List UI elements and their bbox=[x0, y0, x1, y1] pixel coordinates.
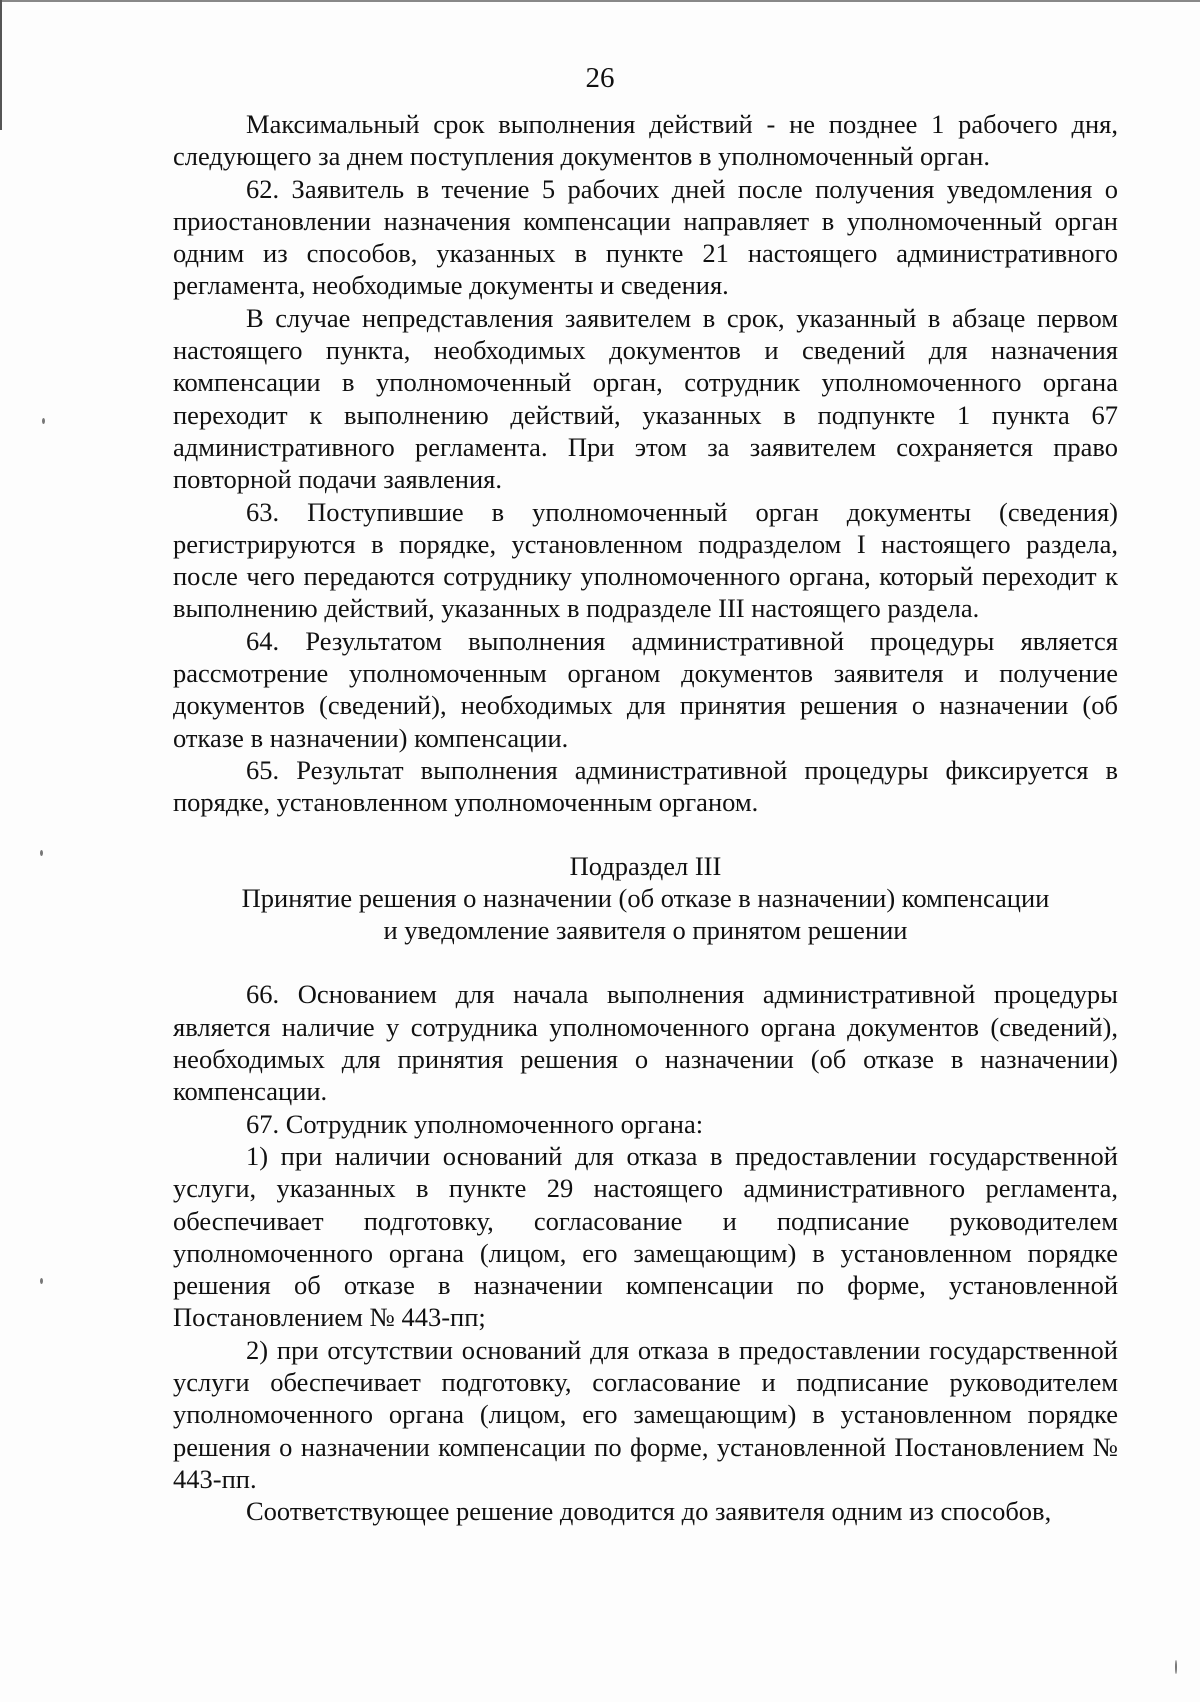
paragraph-67-item-1: 1) при наличии оснований для отказа в предоставлении государственной услуги, указанных в пункте 29 настоящего административного регламента, обеспечивает подготовку, согласование и подписание руководителем уполномоченного органа (лицом, его замещающим) в установленном порядке решения об отказе в назначении компенсации по форме, установленной Постановлением № 443-пп; bbox=[173, 1140, 1118, 1333]
paragraph-66: 66. Основанием для начала выполнения административной процедуры является наличие у сотрудника уполномоченного органа документов (сведений), необходимых для принятия решения о назначении (об отказе в назначении) компенсации. bbox=[173, 979, 1118, 1107]
paragraph-decision-delivery: Соответствующее решение доводится до заявителя одним из способов, bbox=[246, 1496, 1052, 1527]
paragraph-64: 64. Результатом выполнения административной процедуры является рассмотрение уполномоченным органом документов заявителя и получение документов (сведений), необходимых для принятия решения о назначении (об отказе в назначении) компенсации. bbox=[173, 625, 1118, 753]
paragraph-62-failure: В случае непредставления заявителем в срок, указанный в абзаце первом настоящего пункта, необходимых документов и сведений для назначения компенсации в уполномоченный орган, сотрудник уполномоченного органа переходит к выполнению действий, указанных в подпункте 1 пункта 67 административного регламента. При этом за заявителем сохраняется право повторной подачи заявления. bbox=[173, 302, 1118, 495]
paragraph-65: 65. Результат выполнения административной процедуры фиксируется в порядке, установленном уполномоченным органом. bbox=[173, 754, 1118, 818]
scan-speck bbox=[42, 418, 45, 424]
subsection-title-line-2: и уведомление заявителя о принятом решении bbox=[383, 915, 908, 946]
subsection-title-line-1: Принятие решения о назначении (об отказе в назначении) компенсации bbox=[241, 882, 1050, 913]
subsection-heading bbox=[173, 850, 1118, 947]
scan-speck bbox=[1175, 1660, 1177, 1674]
scan-edge-top bbox=[0, 0, 1200, 2]
scan-speck bbox=[40, 850, 43, 856]
paragraph-67-item-2: 2) при отсутствии оснований для отказа в предоставлении государственной услуги обеспечивает подготовку, согласование и подписание руководителем уполномоченного органа (лицом, его замещающим) в установленном порядке решения о назначении компенсации по форме, установленной Постановлением № 443-пп. bbox=[173, 1334, 1118, 1494]
subsection-label: Подраздел III bbox=[569, 850, 722, 881]
scan-speck bbox=[40, 1278, 43, 1284]
paragraph-deadline: Максимальный срок выполнения действий - не позднее 1 рабочего дня, следующего за днем поступления документов в уполномоченный орган. bbox=[173, 109, 1118, 172]
paragraph-67: 67. Сотрудник уполномоченного органа: bbox=[246, 1108, 704, 1139]
paragraph-62: 62. Заявитель в течение 5 рабочих дней после получения уведомления о приостановлении назначения компенсации направляет в уполномоченный орган одним из способов, указанных в пункте 21 настоящего административного регламента, необходимые документы и сведения. bbox=[173, 173, 1118, 301]
paragraph-63: 63. Поступившие в уполномоченный орган документы (сведения) регистрируются в порядке, установленном подразделом I настоящего раздела, после чего передаются сотруднику уполномоченного органа, который переходит к выполнению действий, указанных в подразделе III настоящего раздела. bbox=[173, 496, 1118, 624]
page-number: 26 bbox=[585, 62, 615, 94]
document-body bbox=[173, 108, 1118, 1527]
